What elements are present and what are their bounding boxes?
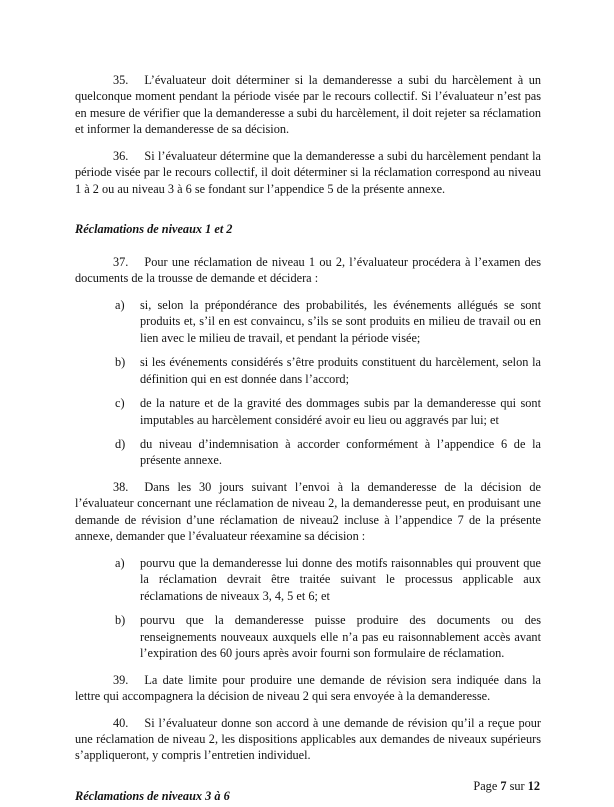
paragraph-37 [75,254,541,287]
list-item-text: si, selon la prépondérance des probabilités, les événements allégués se sont produits et, s’il en est convaincu, s’ils se sont produits en milieu de travail ou en lien avec le milieu de travail, et pendant la période visée; [140,297,541,345]
list-item-text: si les événements considérés s’être produits constituent du harcèlement, selon la définition qui en est donnée dans l’accord; [140,355,541,386]
paragraph-40 [75,715,541,764]
page-number-total: 12 [527,778,540,793]
page-footer [473,778,540,794]
list-item-37b [115,354,541,387]
paragraph-38-text: Dans les 30 jours suivant l’envoi à la demanderesse de la décision de l’évaluateur concernant une réclamation de niveau 2, la demanderesse peut, en produisant une demande de révision d’une réclamation de niveau2 incluse à l’appendice 7 de la présente annexe, demander que l’évaluateur réexamine sa décision : [75,479,541,544]
paragraph-38-number: 38. [113,479,129,494]
list-marker: b) [115,355,126,370]
paragraph-36-number: 36. [113,148,129,163]
list-item-38a [115,555,541,604]
list-item-37d [115,436,541,469]
list-item-text: pourvu que la demanderesse lui donne des motifs raisonnables qui prouvent que la réclamation devrait être traitée suivant le processus applicable aux réclamations de niveaux 3, 4, 5 et 6; et [140,555,541,603]
paragraph-37-number: 37. [113,254,129,269]
list-item-37c [115,395,541,428]
list-marker: a) [115,297,125,312]
paragraph-37-text: Pour une réclamation de niveau 1 ou 2, l’évaluateur procédera à l’examen des documents de la trousse de demande et décidera : [75,254,541,286]
list-item-text: du niveau d’indemnisation à accorder conformément à l’appendice 6 de la présente annexe. [140,436,541,468]
page-footer-separator: sur [509,778,525,793]
list-item-37a [115,297,541,346]
list-paragraph-37 [115,297,541,469]
list-marker: a) [115,555,125,570]
list-item-38b [115,612,541,661]
paragraph-39-text: La date limite pour produire une demande de révision sera indiquée dans la lettre qui accompagnera la décision de niveau 2 qui sera envoyée à la demanderesse. [75,672,541,704]
page-footer-label: Page [473,778,498,793]
paragraph-38 [75,479,541,545]
page-number-current: 7 [500,778,507,793]
section-heading-niveaux-3-6: Réclamations de niveaux 3 à 6 [75,788,230,803]
paragraph-40-number: 40. [113,715,129,730]
paragraph-35-text: L’évaluateur doit déterminer si la demanderesse a subi du harcèlement à un quelconque moment pendant la période visée par le recours collectif. Si l’évaluateur n’est pas en mesure de vérifier que la demanderesse a subi du harcèlement, il doit rejeter sa réclamation et informer la demanderesse de sa décision. [75,73,541,137]
paragraph-35 [75,72,541,138]
paragraph-39-number: 39. [113,672,129,687]
list-marker: d) [115,436,126,451]
document-content [75,72,541,804]
paragraph-39 [75,672,541,705]
paragraph-36 [75,148,541,197]
paragraph-36-text: Si l’évaluateur détermine que la demanderesse a subi du harcèlement pendant la période visée par le recours collectif, il doit déterminer si la réclamation correspond au niveau 1 à 2 ou au niveau 3 à 6 se fondant sur l’appendice 5 de la présente annexe. [75,148,541,196]
list-marker: b) [115,613,126,628]
list-marker: c) [115,396,125,411]
section-heading-niveaux-1-2: Réclamations de niveaux 1 et 2 [75,222,233,237]
paragraph-35-number: 35. [113,73,129,87]
list-item-text: pourvu que la demanderesse puisse produire des documents ou des renseignements nouveaux auxquels elle n’a pas eu raisonnablement accès avant l’expiration des 60 jours après avoir fourni son formulaire de réclamation. [140,613,541,661]
paragraph-40-text: Si l’évaluateur donne son accord à une demande de révision qu’il a reçue pour une réclamation de niveau 2, les dispositions applicables aux demandes de niveaux supérieurs s’appliqueront, y compris l’entretien individuel. [75,715,541,763]
list-item-text: de la nature et de la gravité des dommages subis par la demanderesse qui sont imputables au harcèlement considéré avoir eu lieu ou aggravés par lui; et [140,396,541,427]
list-paragraph-38 [115,555,541,662]
